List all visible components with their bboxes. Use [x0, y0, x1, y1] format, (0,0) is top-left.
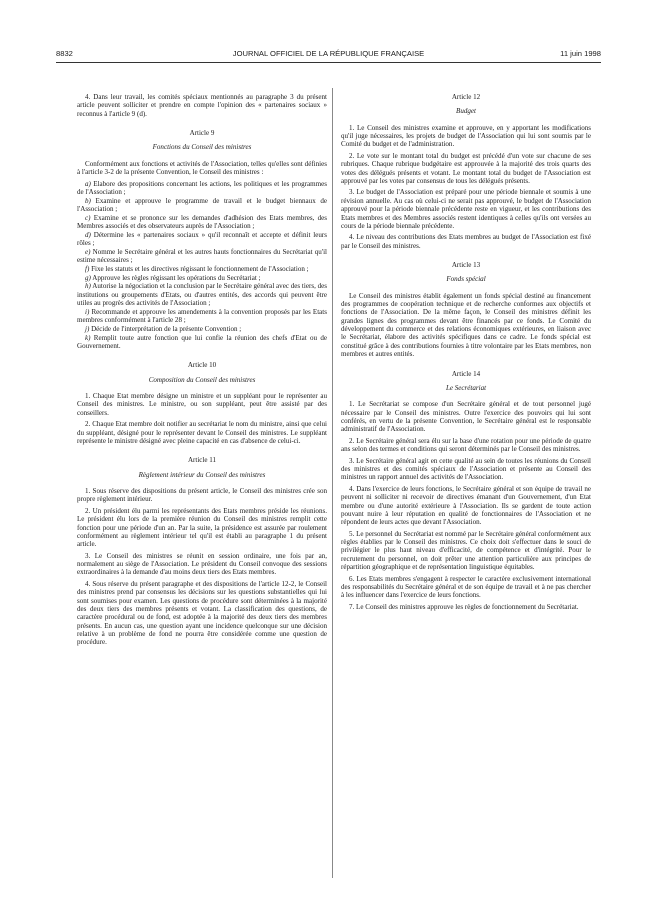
item-text: Autorise la négociation et la conclusion par le Secrétaire général avec des tiers, des institutions ou groupements d'Etats, ou d'autres entités, des accords qui peuvent être utiles au progrès des activités de l'Association ; — [77, 282, 328, 308]
left-column — [77, 93, 327, 650]
item-text: Recommande et approuve les amendements à la convention proposés par les Etats membres conformément à l'article 28 ; — [77, 307, 328, 325]
article-subheading: Règlement intérieur du Conseil des ministres — [138, 470, 266, 479]
list-item — [77, 180, 327, 197]
right-column — [341, 93, 591, 614]
item-label: f) — [85, 264, 90, 273]
article-heading: Article 11 — [187, 456, 217, 465]
list-item — [77, 265, 327, 273]
item-label: h) — [85, 282, 91, 291]
list-item — [77, 325, 327, 333]
paragraph: 2. Chaque Etat membre doit notifier au secrétariat le nom du ministre, ainsi que celui du suppléant, désigné pour le représenter devant le Conseil des ministres. Le suppléant représente le ministre désigné avec pleine capacité en cas d'absence de celui-ci. — [77, 420, 327, 445]
header-rule — [56, 62, 601, 63]
article-subheading: Budget — [456, 107, 476, 116]
article-heading: Article 13 — [451, 261, 481, 270]
list-item — [77, 282, 327, 307]
paragraph: 1. Chaque Etat membre désigne un ministre et un suppléant pour le représenter au Conseil des ministres. Le ministre, ou son suppléant, peut être assisté par des conseillers. — [77, 392, 327, 417]
item-label: c) — [85, 213, 91, 222]
article-subheading: Fonds spécial — [446, 275, 486, 284]
page-header — [56, 49, 601, 61]
issue-date: 11 juin 1998 — [560, 49, 601, 58]
list-item — [77, 214, 327, 231]
paragraph: 2. Le Secrétaire général sera élu sur la base d'une rotation pour une période de quatre ans selon des termes et conditions qui seront déterminés par le Conseil des ministres. — [341, 436, 591, 454]
paragraph: 3. Le Conseil des ministres se réunit en session ordinaire, une fois par an, normalement au siège de l'Association. Le président du Conseil convoque des sessions extraordinaires à la demande d'au moins deux tiers des Etats membres. — [77, 551, 327, 577]
list-item — [77, 308, 327, 325]
item-text: Approuve les règles régissant les opérations du Secrétariat ; — [92, 273, 261, 282]
item-label: d) — [85, 230, 91, 239]
item-text: Détermine les « partenaires sociaux » qu'il reconnaît et accepte et définit leurs rôles ; — [77, 230, 327, 248]
paragraph: 4. Le niveau des contributions des Etats membres au budget de l'Association est fixé par le Conseil des ministres. — [341, 233, 591, 250]
paragraph: 1. Le Secrétariat se compose d'un Secrétaire général et de tout personnel jugé nécessaire par le Conseil des ministres. Outre l'exercice des pouvoirs qui lui sont conférés, en vertu de la présente Convention, le Secrétaire général est le responsable administratif de l'Association. — [341, 400, 591, 434]
item-label: a) — [85, 179, 91, 188]
page-number: 8832 — [56, 49, 73, 58]
paragraph: 5. Le personnel du Secrétariat est nommé par le Secrétaire général conformément aux règles établies par le Conseil des ministres. Ce choix doit s'effectuer dans le souci de privilégier le plus haut niveau d'efficacité, de compétence et d'intégrité. Pour le recrutement du personnel, on doit prêter une attention particulière aux principes de répartition géographique et de représentation linguistique équitables. — [341, 529, 591, 572]
article-heading: Article 12 — [451, 93, 481, 101]
list-item — [77, 197, 327, 214]
item-label: g) — [85, 273, 91, 282]
item-label: k) — [85, 333, 91, 342]
article-subheading: Fonctions du Conseil des ministres — [152, 143, 252, 152]
article-heading: Article 10 — [187, 361, 217, 370]
column-separator — [332, 88, 333, 878]
item-text: Examine et se prononce sur les demandes d'adhésion des Etats membres, des Membres associés et des observateurs auprès de l'Association ; — [77, 213, 327, 231]
item-label: e) — [85, 247, 91, 256]
list-item — [77, 231, 327, 248]
paragraph: 3. Le Secrétaire général agit en cette qualité au sein de toutes les réunions du Conseil des ministres et des comités spéciaux de l'Association et présente au Conseil des ministres un rapport annuel des activités de l'Association. — [341, 456, 591, 482]
item-text: Décide de l'interprétation de la présente Convention ; — [91, 324, 242, 333]
paragraph: 2. Le vote sur le montant total du budget est précédé d'un vote sur chacune de ses rubriques. Chaque rubrique budgétaire est approuvée à la majorité des trois quarts des votes des délégués présents et votant. Le montant total du budget de l'Association est approuvé par les votes par consensus de tous les délégués présents. — [341, 151, 591, 185]
item-label: b) — [85, 196, 91, 205]
paragraph: 7. Le Conseil des ministres approuve les règles de fonctionnement du Secrétariat. — [349, 602, 579, 611]
paragraph: 4. Dans l'exercice de leurs fonctions, le Secrétaire général et son équipe de travail ne peuvent ni solliciter ni recevoir de directives émanant d'un Gouvernement, d'un Etat membre ou d'une autorité extérieure à l'Association. Ils se gardent de toute action pouvant nuire à leur réputation en qualité de fonctionnaires de l'Association et ne répondent de leurs actes que devant l'Association. — [341, 484, 591, 527]
article-heading: Article 9 — [189, 129, 215, 138]
item-text: Examine et approuve le programme de travail et le budget biennaux de l'Association ; — [77, 196, 328, 214]
item-text: Remplit toute autre fonction que lui confie la réunion des chefs d'Etat ou de Gouvernement. — [77, 333, 328, 351]
item-text: Elabore des propositions concernant les actions, les politiques et les programmes de l'Association ; — [77, 179, 327, 196]
item-text: Nomme le Secrétaire général et les autres hauts fonctionnaires du Secrétariat qu'il estime nécessaires ; — [77, 247, 327, 265]
paragraph: 1. Le Conseil des ministres examine et approuve, en y apportant les modifications qu'il juge nécessaires, les projets de budget de l'Association qui lui sont soumis par le Comité du budget et de l'administration. — [341, 123, 591, 149]
list-item — [77, 274, 327, 282]
paragraph: Conformément aux fonctions et activités de l'Association, telles qu'elles sont définies à l'article 3-2 de la présente Convention, le Conseil des ministres : — [77, 159, 327, 177]
item-text: Fixe les statuts et les directives régissant le fonctionnement de l'Association ; — [91, 264, 309, 273]
paragraph: 4. Dans leur travail, les comités spéciaux mentionnés au paragraphe 3 du présent article peuvent solliciter et prendre en compte l'opinion des « partenaires sociaux » reconnus à l'article 9 (d). — [77, 93, 327, 118]
article-subheading: Le Secrétariat — [445, 383, 487, 392]
item-label: j) — [85, 324, 90, 333]
paragraph: Le Conseil des ministres établit également un fonds spécial destiné au financement des programmes de coopération technique et de recherche conformes aux objectifs et fonctions de l'Association. De la même façon, le Conseil des ministres définit les grandes lignes des programmes devant être financés par ce fonds. Le Comité du développement du commerce et des relations économiques extérieures, en liaison avec le Secrétariat, élabore des activités spécifiques dans ce cadre. Le fonds spécial est constitué grâce à des contributions fournies à titre volontaire par les Etats membres, non membres et autres entités. — [341, 291, 591, 359]
article-heading: Article 14 — [451, 369, 481, 378]
list-item — [77, 334, 327, 351]
paragraph: 1. Sous réserve des dispositions du présent article, le Conseil des ministres crée son propre règlement intérieur. — [77, 487, 327, 504]
journal-title: JOURNAL OFFICIEL DE LA RÉPUBLIQUE FRANÇAISE — [232, 49, 425, 58]
list-item — [77, 248, 327, 265]
paragraph: 4. Sous réserve du présent paragraphe et des dispositions de l'article 12-2, le Conseil des ministres prend par consensus les décisions sur les questions substantielles qui lui sont soumises pour examen. Les questions de procédure sont déterminées à la majorité des deux tiers des membres présents et votant. La classification des questions, de caractère procédural ou de fond, est adoptée à la majorité des deux tiers des membres présents. En aucun cas, une question ayant une incidence quelconque sur une décision relative à un problème de fond ne pourra être considérée comme une question de procédure. — [77, 580, 327, 647]
paragraph: 2. Un président élu parmi les représentants des Etats membres préside les réunions. Le président élu lors de la première réunion du Conseil des ministres remplit cette fonction pour une période d'un an. Par la suite, la présidence est assurée par roulement conformément au règlement intérieur tel qu'il est établi au paragraphe 1 du présent article. — [77, 506, 327, 549]
paragraph: 6. Les Etats membres s'engagent à respecter le caractère exclusivement international des responsabilités du Secrétaire général et de son équipe de travail et à ne pas chercher à les influencer dans l'exercice de leurs fonctions. — [341, 574, 591, 600]
item-label: i) — [85, 307, 90, 316]
article-subheading: Composition du Conseil des ministres — [148, 375, 256, 384]
paragraph: 3. Le budget de l'Association est préparé pour une période biennale et soumis à une révision annuelle. Au cas où celui-ci ne serait pas approuvé, le budget de l'Association approuvé pour la période biennale précédente reste en vigueur, et les contributions des Etats membres et des Membres associés restent identiques à celles qu'ils ont versées au cours de la période biennale précédente. — [341, 188, 591, 230]
